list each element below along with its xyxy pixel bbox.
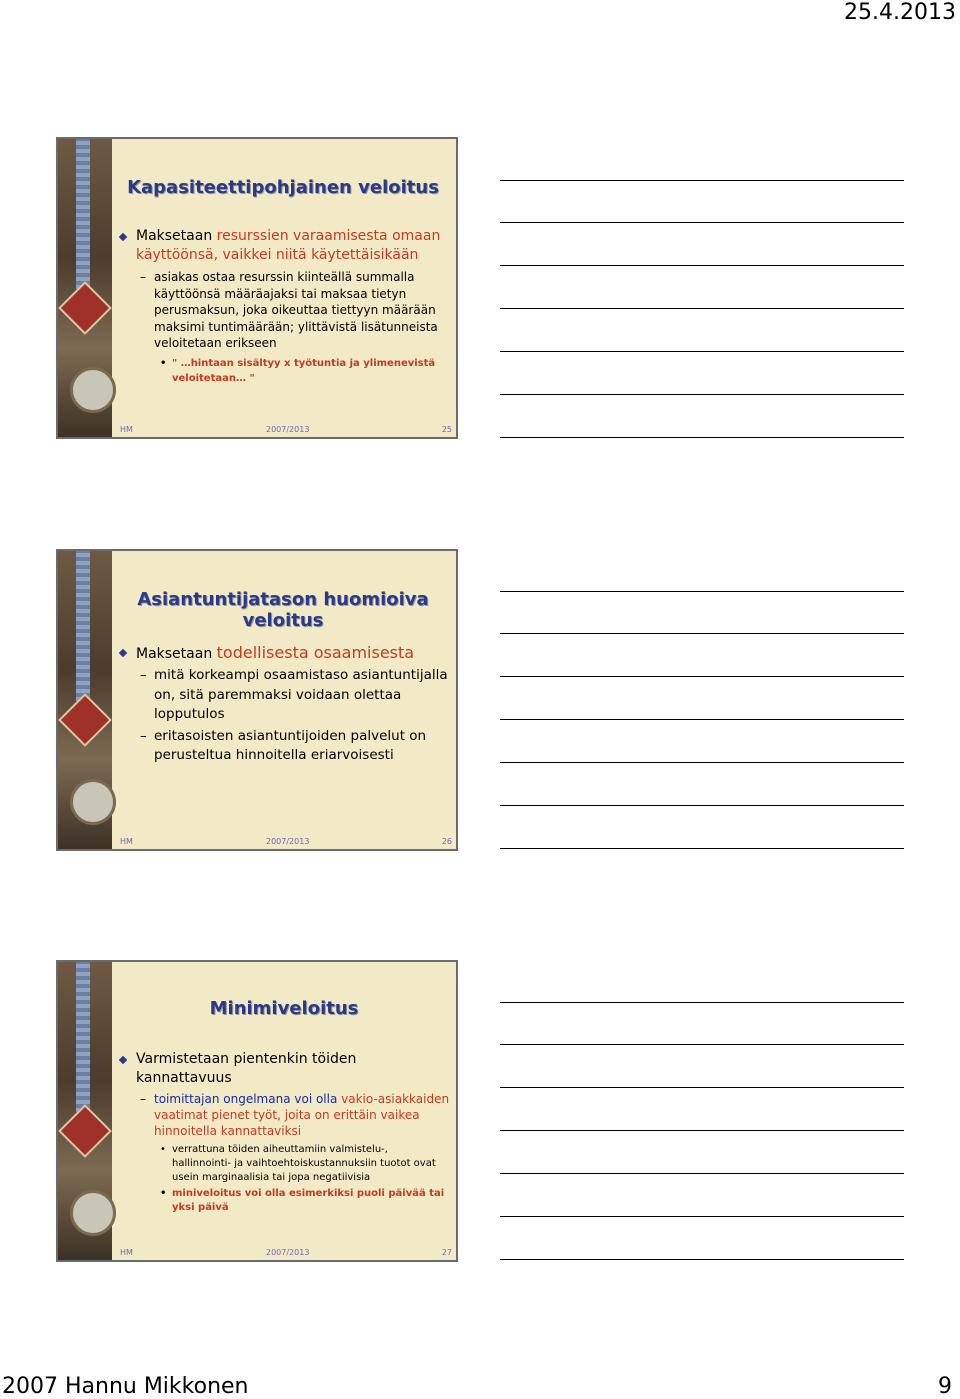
sub-bullet-item: – mitä korkeampi osaamistaso asiantuntijalla on, sitä paremmaksi voidaan olettaa lopputulos [140,667,448,722]
bullet-item [118,643,450,664]
subsub-bullet-text: verrattuna töiden aiheuttamiin valmistelu-, hallinnointi- ja vaihtoehtoiskustannuksiin tuotot ovat usein marginaalisia tai jopa negatiivisia [172,1144,436,1183]
medal-icon [58,693,112,747]
compass-icon [70,1190,116,1236]
sub-bullet-text: eritasoisten asiantuntijoiden palvelut on perusteltua hinnoitella eriarvoisesti [154,727,427,763]
footer-year: 2007/2013 [266,1248,310,1257]
footer-page-number: 25 [441,425,452,434]
subsub-bullet-text: " …hintaan sisältyy x työtuntia ja ylimenevistä veloitetaan… " [172,357,436,384]
slide-decoration [58,139,112,437]
sub-bullet-item: – asiakas ostaa resurssin kiinteällä summalla käyttöönsä määräajaksi tai maksaa tietyn perusmaksun, joka oikeuttaa tiettyyn määrään maksimi tuntimäärään; ylittävistä lisätunneista veloitetaan erikseen [140,270,438,350]
sub-bullet-red-text: vakio-asiakkaiden vaatimat pienet työt, joita on erittäin vaikea hinnoitella kannattaviksi [154,1092,450,1138]
bullet-text: Varmistetaan pientenkin töiden kannattavuus [136,1051,357,1086]
page-number: 9 [938,1374,952,1399]
slide-25 [56,137,458,439]
footer-page-number: 27 [441,1248,452,1257]
bullet-item [118,227,450,265]
ribbon-image [76,962,90,1112]
subsub-bullet-item: • " …hintaan sisältyy x työtuntia ja ylimenevistä veloitetaan… " [160,357,436,384]
footer-year: 2007/2013 [266,425,310,434]
subsub-bullet-text: miniveloitus voi olla esimerkiksi puoli päivää tai yksi päivä [172,1188,445,1213]
slide-27 [56,960,458,1262]
sub-bullet-text: mitä korkeampi osaamistaso asiantuntijalla on, sitä paremmaksi voidaan olettaa lopputulos [154,667,448,722]
sub-bullet-item: – toimittajan ongelmana voi olla vakio-asiakkaiden vaatimat pienet työt, joita on erittäin vaikea hinnoitella kannattaviksi [140,1092,450,1138]
bullet-highlight: resurssien varaamisesta omaan käyttöönsä, vaikkei niitä käytettäisikään [136,228,441,263]
slide-title: Kapasiteettipohjainen veloitus [127,177,439,198]
compass-icon [70,367,116,413]
subsub-bullet-item: • verrattuna töiden aiheuttamiin valmistelu-, hallinnointi- ja vaihtoehtoiskustannuksiin tuotot ovat usein marginaalisia tai jopa negatiivisia [160,1144,436,1183]
bullet-text: Maksetaan [136,646,217,662]
sub-bullet-connector: voi olla [290,1092,342,1106]
footer-page-number: 26 [441,837,452,846]
ribbon-image [76,139,90,289]
footer-author: HM [120,837,133,846]
page-footer-author: 2007 Hannu Mikkonen [2,1374,249,1399]
bullet-text: Maksetaan [136,228,217,244]
subsub-bullet-item: • miniveloitus voi olla esimerkiksi puoli päivää tai yksi päivä [160,1188,445,1213]
footer-author: HM [120,1248,133,1257]
slide-decoration [58,551,112,849]
slide-content [118,227,450,386]
sub-bullet-blue-text: toimittajan ongelmana [154,1092,291,1106]
ribbon-image [76,551,90,701]
slide-title: Asiantuntijatason huomioiva veloitus [137,589,429,631]
slide-content [118,1050,450,1215]
footer-author: HM [120,425,133,434]
bullet-highlight: todellisesta osaamisesta [216,643,415,662]
slide-content [118,643,450,766]
page-date: 25.4.2013 [844,0,956,25]
medal-icon [58,1104,112,1158]
compass-icon [70,779,116,825]
slide-decoration [58,962,112,1260]
sub-bullet-text: asiakas ostaa resurssin kiinteällä summalla käyttöönsä määräajaksi tai maksaa tietyn perusmaksun, joka oikeuttaa tiettyyn määrään maksimi tuntimäärään; ylittävistä lisätunneista veloitetaan erikseen [154,270,438,350]
medal-icon [58,281,112,335]
bullet-item [118,1050,450,1088]
footer-year: 2007/2013 [266,837,310,846]
slide-26 [56,549,458,851]
sub-bullet-item: – eritasoisten asiantuntijoiden palvelut on perusteltua hinnoitella eriarvoisesti [140,727,427,763]
slide-title: Minimiveloitus [209,998,359,1019]
